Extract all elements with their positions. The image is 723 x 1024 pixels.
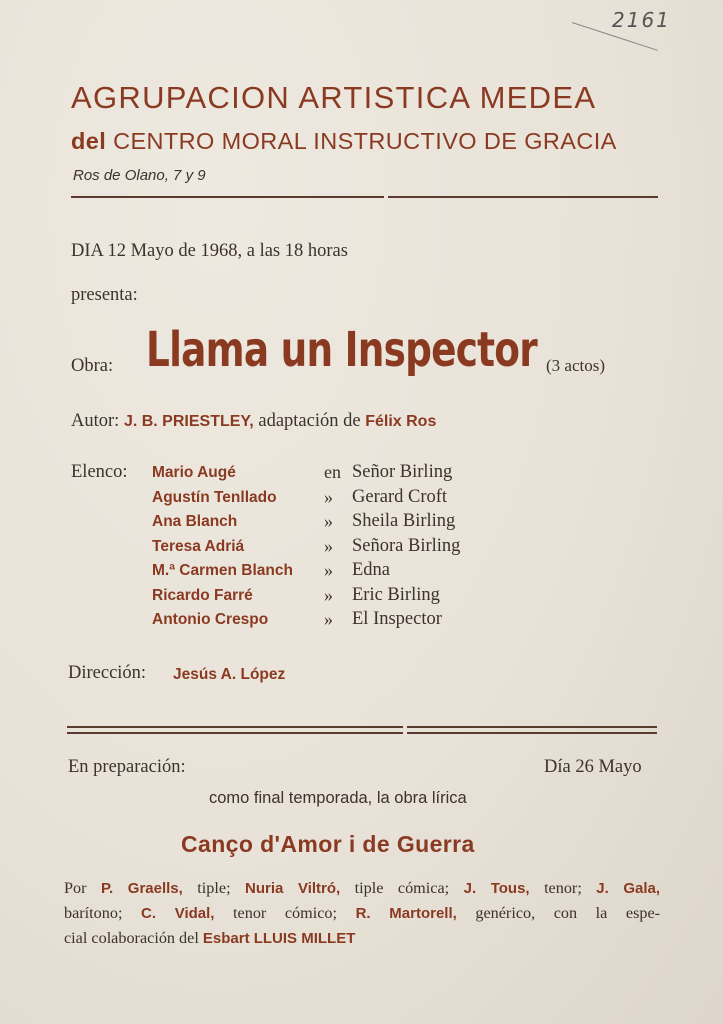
cast-separator: » bbox=[324, 560, 333, 580]
org-subtitle-prefix: del bbox=[71, 128, 107, 154]
upcoming-title: Canço d'Amor i de Guerra bbox=[181, 831, 475, 857]
upcoming-credits bbox=[64, 876, 660, 951]
divider-bottom-left-2 bbox=[67, 732, 403, 734]
credits-text: genérico, con la espe- bbox=[475, 904, 661, 922]
credits-text: Por bbox=[64, 879, 87, 897]
cast-label: Elenco: bbox=[71, 462, 128, 482]
credits-text: cial colaboración del bbox=[64, 929, 199, 947]
cast-separator: » bbox=[324, 486, 333, 507]
credits-line bbox=[64, 901, 660, 926]
direction-label: Dirección: bbox=[68, 663, 147, 683]
cast-actor: Agustín Tenllado bbox=[152, 488, 277, 506]
upcoming-subtitle: como final temporada, la obra lírica bbox=[209, 789, 467, 807]
event-date: DIA 12 Mayo de 1968, a las 18 horas bbox=[71, 241, 348, 261]
author-name: J. B. PRIESTLEY, bbox=[123, 413, 254, 430]
author-line bbox=[71, 411, 436, 432]
adapter-name: Félix Ros bbox=[365, 413, 437, 430]
handwritten-number: 2161 bbox=[612, 8, 671, 32]
cast-actor: Antonio Crespo bbox=[152, 611, 269, 628]
org-subtitle bbox=[71, 128, 617, 155]
autor-label: Autor: bbox=[71, 411, 120, 431]
divider-top-right bbox=[388, 196, 658, 198]
divider-bottom-left-1 bbox=[67, 726, 403, 728]
performer-name: J. Gala, bbox=[596, 880, 661, 897]
upcoming-label: En preparación: bbox=[68, 757, 186, 777]
org-name: AGRUPACION ARTISTICA MEDEA bbox=[71, 80, 597, 115]
cast-separator: » bbox=[324, 511, 333, 531]
cast-actor: M.ª Carmen Blanch bbox=[152, 562, 293, 579]
play-title: Llama un Inspector bbox=[146, 322, 537, 378]
credits-text: tiple; bbox=[197, 879, 231, 897]
cast-separator: » bbox=[324, 535, 333, 556]
performer-name: R. Martorell, bbox=[355, 905, 457, 922]
performer-name: Nuria Viltró, bbox=[245, 880, 341, 897]
credits-text: tiple cómica; bbox=[354, 879, 450, 897]
cast-role: Sheila Birling bbox=[352, 511, 456, 531]
performer-name: J. Tous, bbox=[463, 880, 530, 897]
org-subtitle-name: CENTRO MORAL INSTRUCTIVO DE GRACIA bbox=[113, 128, 617, 154]
cast-role: Señor Birling bbox=[352, 462, 453, 482]
cast-role: Señora Birling bbox=[352, 535, 461, 556]
cast-role: Edna bbox=[352, 560, 391, 580]
director-name: Jesús A. López bbox=[173, 666, 286, 683]
performer-name: C. Vidal, bbox=[141, 905, 215, 922]
obra-label: Obra: bbox=[71, 356, 114, 376]
acts-count: (3 actos) bbox=[546, 356, 606, 375]
cast-role: Gerard Croft bbox=[352, 486, 448, 507]
cast-actor: Mario Augé bbox=[152, 464, 236, 481]
presenta-label: presenta: bbox=[71, 285, 138, 305]
cast-separator: en bbox=[324, 462, 341, 482]
adaptation-text: adaptación de bbox=[258, 411, 361, 431]
cast-actor: Ana Blanch bbox=[152, 513, 238, 530]
cast-separator: » bbox=[324, 584, 333, 605]
credits-text: barítono; bbox=[64, 904, 123, 922]
cast-role: El Inspector bbox=[352, 609, 442, 629]
cast-actor: Ricardo Farré bbox=[152, 586, 253, 604]
upcoming-date: Día 26 Mayo bbox=[544, 757, 642, 777]
credits-line bbox=[64, 926, 660, 951]
performer-name: P. Graells, bbox=[100, 880, 183, 897]
credits-text: tenor cómico; bbox=[233, 904, 338, 922]
address: Ros de Olano, 7 y 9 bbox=[73, 167, 206, 184]
cast-separator: » bbox=[324, 609, 333, 629]
credits-text: tenor; bbox=[544, 879, 582, 897]
cast-actor: Teresa Adriá bbox=[152, 537, 245, 555]
credits-line bbox=[64, 876, 660, 901]
performer-name: Esbart LLUIS MILLET bbox=[202, 930, 356, 947]
divider-top-left bbox=[71, 196, 384, 198]
cast-role: Eric Birling bbox=[352, 584, 440, 605]
divider-bottom-right-1 bbox=[407, 726, 657, 728]
divider-bottom-right-2 bbox=[407, 732, 657, 734]
